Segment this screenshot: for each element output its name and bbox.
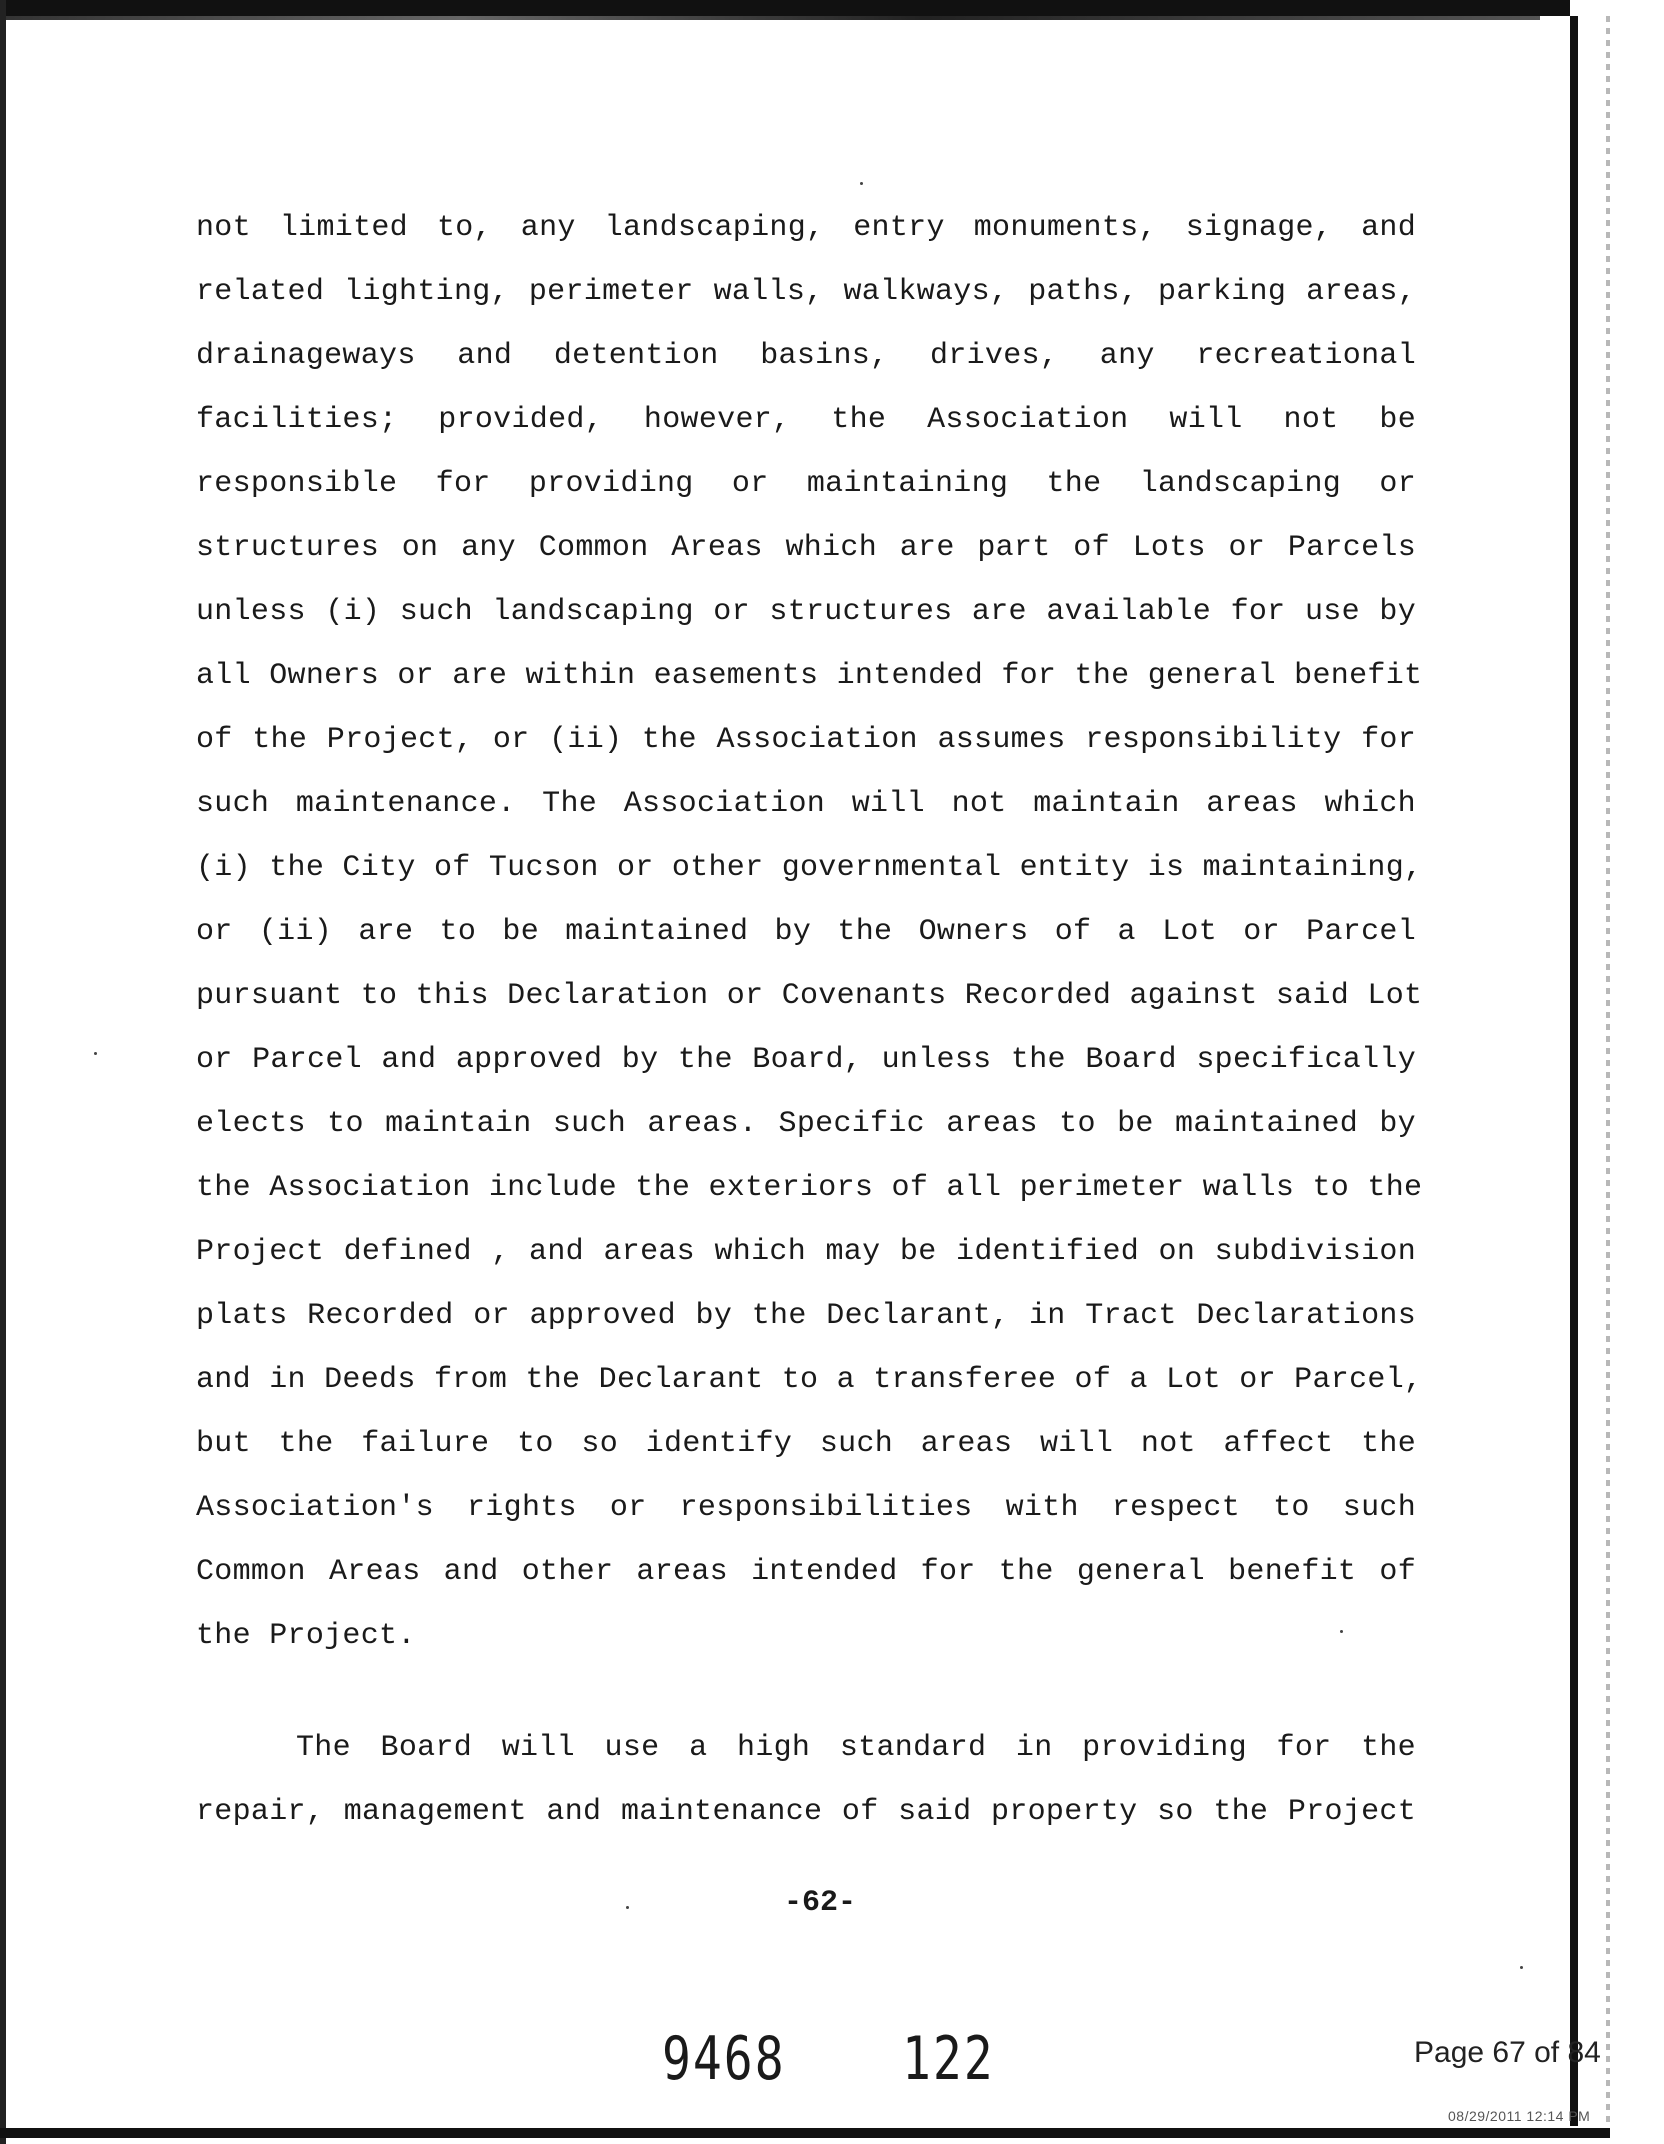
- text-line: drainageways and detention basins, drives, any recreational: [196, 339, 1416, 373]
- print-timestamp: 08/29/2011 12:14 PM: [1448, 2108, 1591, 2124]
- text-line: the Association include the exteriors of all perimeter walls to the: [196, 1171, 1423, 1205]
- text-line: but the failure to so identify such areas will not affect the: [196, 1427, 1416, 1461]
- scan-border-top-shadow: [0, 16, 1540, 20]
- text-line: all Owners or are within easements intended for the general benefit: [196, 659, 1423, 693]
- page-number: -62-: [783, 1886, 856, 1920]
- text-line: Association's rights or responsibilities with respect to such: [196, 1491, 1416, 1525]
- text-line: pursuant to this Declaration or Covenants Recorded against said Lot: [196, 979, 1423, 1013]
- text-line: and in Deeds from the Declarant to a transferee of a Lot or Parcel,: [196, 1363, 1423, 1397]
- text-line: (i) the City of Tucson or other governmental entity is maintaining,: [196, 851, 1423, 885]
- paragraph-2: [196, 1716, 1416, 1844]
- page-count-label: Page 67 of 84: [1414, 2036, 1601, 2069]
- scan-border-right-noise: [1606, 16, 1610, 2126]
- recording-page-number: 122: [902, 2024, 995, 2094]
- scan-speck: [860, 182, 863, 185]
- scan-speck: [1520, 1966, 1523, 1969]
- text-line: Common Areas and other areas intended for the general benefit of: [196, 1555, 1416, 1589]
- scan-speck: [94, 1052, 97, 1055]
- text-line: elects to maintain such areas. Specific areas to be maintained by: [196, 1107, 1416, 1141]
- text-line: not limited to, any landscaping, entry monuments, signage, and: [196, 211, 1416, 245]
- scan-speck: [626, 1906, 629, 1909]
- text-line: of the Project, or (ii) the Association assumes responsibility for: [196, 723, 1416, 757]
- text-line: structures on any Common Areas which are part of Lots or Parcels: [196, 531, 1416, 565]
- text-line: or Parcel and approved by the Board, unless the Board specifically: [196, 1043, 1416, 1077]
- scan-border-right: [1570, 16, 1578, 2126]
- text-line: plats Recorded or approved by the Declarant, in Tract Declarations: [196, 1299, 1416, 1333]
- text-line: facilities; provided, however, the Association will not be: [196, 403, 1416, 437]
- text-line: repair, management and maintenance of said property so the Project: [196, 1795, 1416, 1829]
- text-line: Project defined , and areas which may be identified on subdivision: [196, 1235, 1416, 1269]
- text-line: or (ii) are to be maintained by the Owners of a Lot or Parcel: [196, 915, 1416, 949]
- scan-margin-right: [1570, 0, 1664, 2144]
- scan-border-left: [0, 0, 6, 2144]
- text-line: unless (i) such landscaping or structures are available for use by: [196, 595, 1416, 629]
- text-line: related lighting, perimeter walls, walkways, paths, parking areas,: [196, 275, 1416, 309]
- text-line: responsible for providing or maintaining the landscaping or: [196, 467, 1416, 501]
- scan-border-bottom: [0, 2128, 1610, 2138]
- text-line: The Board will use a high standard in providing for the: [296, 1731, 1416, 1765]
- recording-book-number: 9468: [662, 2024, 786, 2094]
- paragraph-1: [196, 196, 1423, 1668]
- text-line: such maintenance. The Association will not maintain areas which: [196, 787, 1416, 821]
- scan-border-top: [0, 0, 1664, 16]
- text-line: the Project.: [196, 1619, 416, 1653]
